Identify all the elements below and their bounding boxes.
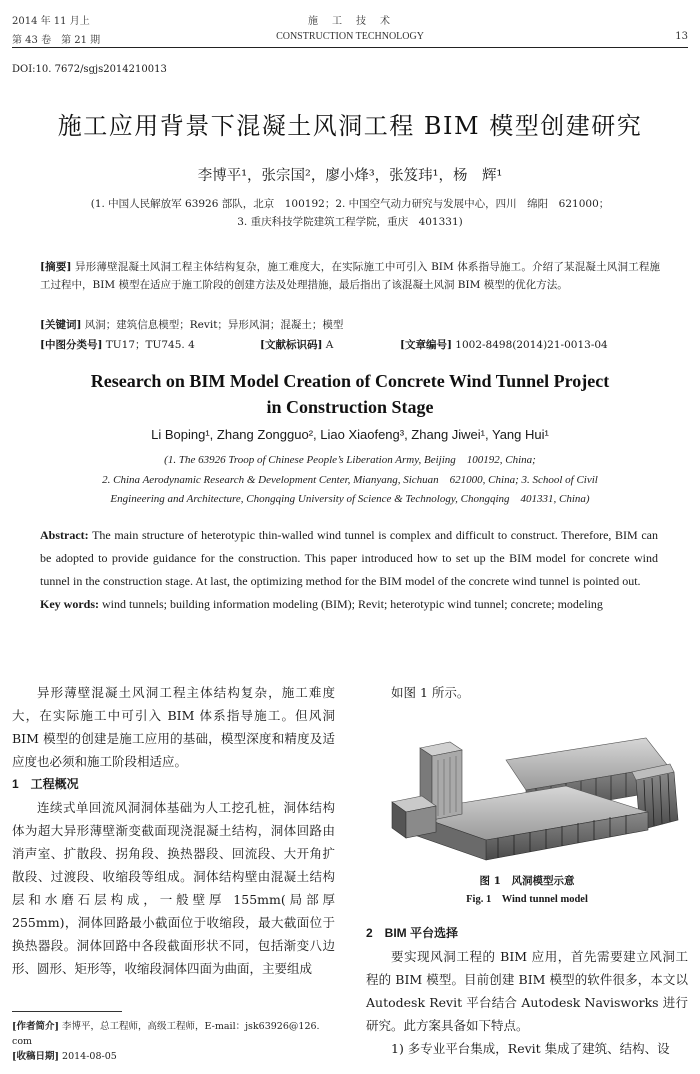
wind-tunnel-figure (386, 720, 680, 865)
doi: DOI:10. 7672/sgjs2014210013 (12, 64, 167, 75)
point-1-paragraph: 1) 多专业平台集成，Revit 集成了建筑、结构、设 (391, 1041, 670, 1056)
keywords-en-text: wind tunnels; building information modeling (BIM); Revit; heterotypic wind tunnel; concrete; modeling (102, 597, 603, 611)
author-bio-text: 李博平，总工程师，高级工程师，E-mail：jsk63926@126. com (12, 1021, 320, 1047)
header-volume: 第 43 卷 第 21 期 (12, 35, 101, 46)
body-right-column (366, 922, 688, 1060)
article-number-label: [文章编号] (400, 339, 452, 351)
classification-row (40, 336, 660, 354)
page-number: 13 (675, 31, 688, 42)
title-en-line: in Construction Stage (266, 397, 434, 417)
article-number (400, 336, 608, 354)
affiliation-en-line: (1. The 63926 Troop of Chinese People’s Liberation Army, Beijing 100192, China; (164, 454, 536, 466)
header-date: 2014 年 11 月上 (12, 16, 90, 27)
body-left-column (12, 681, 335, 980)
keywords-en-paragraph (40, 593, 658, 616)
right-column-top-line (366, 681, 688, 704)
keywords-en-label: Key words: (40, 597, 99, 611)
doc-code-label: [文献标识码] (260, 339, 323, 351)
journal-name-en: CONSTRUCTION TECHNOLOGY (276, 31, 424, 42)
keywords-cn-label: [关键词] (40, 319, 82, 331)
footnote-rule (12, 1011, 122, 1012)
affiliation-cn-line: 3. 重庆科技学院建筑工程学院，重庆 401331) (237, 216, 463, 228)
abstract-cn-text: 异形薄壁混凝土风洞工程主体结构复杂，施工难度大，在实际施工中可引入 BIM 体系指导施工。介绍了某混凝土风洞工程施工过程中，BIM 模型在适应于施工阶段的创建方法及处理措施，最后指出了该混凝土风洞 BIM 模型的优化方法。 (40, 261, 661, 291)
section-2-heading: 2 BIM 平台选择 (366, 926, 459, 940)
footnote (12, 1019, 337, 1064)
figure-caption-en: Fig. 1 Wind tunnel model (466, 894, 588, 905)
author-bio-label: [作者简介] (12, 1021, 59, 1032)
clc-value: TU17；TU745. 4 (105, 339, 195, 351)
journal-name-cn: 施 工 技 术 (308, 16, 392, 27)
section-2-paragraph: 要实现风洞工程的 BIM 应用，首先需要建立风洞工程的 BIM 模型。目前创建 BIM 模型的软件很多，本文以 Autodesk Revit 平台结合 Autodesk Navisworks 进行研究。此方案具备如下特点。 (366, 949, 688, 1033)
received-date (12, 1049, 337, 1064)
abstract-en (40, 524, 658, 616)
affiliation-en-line: Engineering and Architecture, Chongqing University of Science & Technology, Chongqing 401331, China) (110, 493, 590, 505)
doc-code-value: A (325, 339, 334, 351)
doc-code (260, 336, 333, 354)
keywords-cn (40, 316, 660, 334)
authors-en: Li Boping¹, Zhang Zongguo², Liao Xiaofeng³, Zhang Jiwei¹, Yang Hui¹ (151, 427, 549, 442)
abstract-en-text: The main structure of heterotypic thin-walled wind tunnel is complex and difficult to construct. Therefore, BIM can be adopted to provide guidance for the construction. This paper introduced how to set up the BIM model for concrete wind tunnel in the construction stage. At last, the optimizing method for the BIM model of the concrete wind tunnel is pointed out. (40, 528, 658, 588)
abstract-en-paragraph (40, 524, 658, 593)
intro-paragraph: 异形薄壁混凝土风洞工程主体结构复杂，施工难度大，在实际施工中可引入 BIM 体系指导施工。但风洞 BIM 模型的创建是施工应用的基础，模型深度和精度及适应度也必须和施工阶段相适应。 (12, 685, 335, 769)
header-rule (12, 47, 688, 48)
keywords-cn-text: 风洞；建筑信息模型；Revit；异形风洞；混凝土；模型 (84, 319, 344, 331)
received-date-label: [收稿日期] (12, 1051, 59, 1062)
tunnel-contraction-section (392, 796, 436, 838)
abstract-en-label: Abstract: (40, 528, 89, 542)
authors-cn: 李博平¹，张宗国²，廖小烽³，张笈玮¹，杨 辉¹ (197, 168, 503, 184)
clc-label: [中图分类号] (40, 339, 103, 351)
section-1-heading: 1 工程概况 (12, 777, 79, 791)
page-title: 施工应用背景下混凝土风洞工程 BIM 模型创建研究 (57, 112, 643, 140)
received-date-text: 2014-08-05 (62, 1051, 117, 1062)
abstract-cn-label: [摘要] (40, 261, 72, 273)
title-en (0, 368, 700, 420)
figure-caption-cn: 图 1 风洞模型示意 (479, 875, 575, 887)
affiliation-en-line: 2. China Aerodynamic Research & Development Center, Mianyang, Sichuan 621000, China; 3. School of Civil (102, 474, 598, 486)
article-number-value: 1002-8498(2014)21-0013-04 (455, 339, 608, 351)
figure-reference: 如图 1 所示。 (391, 685, 470, 700)
affiliation-cn-line: (1. 中国人民解放军 63926 部队，北京 100192；2. 中国空气动力研究与发展中心，四川 绵阳 621000； (90, 198, 610, 210)
title-en-line: Research on BIM Model Creation of Concrete Wind Tunnel Project (90, 371, 610, 391)
author-bio (12, 1019, 337, 1049)
section-1-paragraph: 连续式单回流风洞洞体基础为人工挖孔桩，洞体结构体为超大异形薄壁渐变截面现浇混凝土结构，洞体回路由消声室、扩散段、拐角段、换热器段、回流段、大开角扩散段、过渡段、收缩段等组成。洞体结构壁由混凝土结构层和水磨石层构成，一般壁厚 155mm(局部厚 255mm)，洞体回路最小截面位于收缩段，最大截面位于换热器段。洞体回路中各段截面形状不同，包括渐变八边形、圆形、矩形等，收缩段洞体四面为曲面，主要组成 (12, 800, 335, 976)
abstract-cn (40, 258, 660, 294)
